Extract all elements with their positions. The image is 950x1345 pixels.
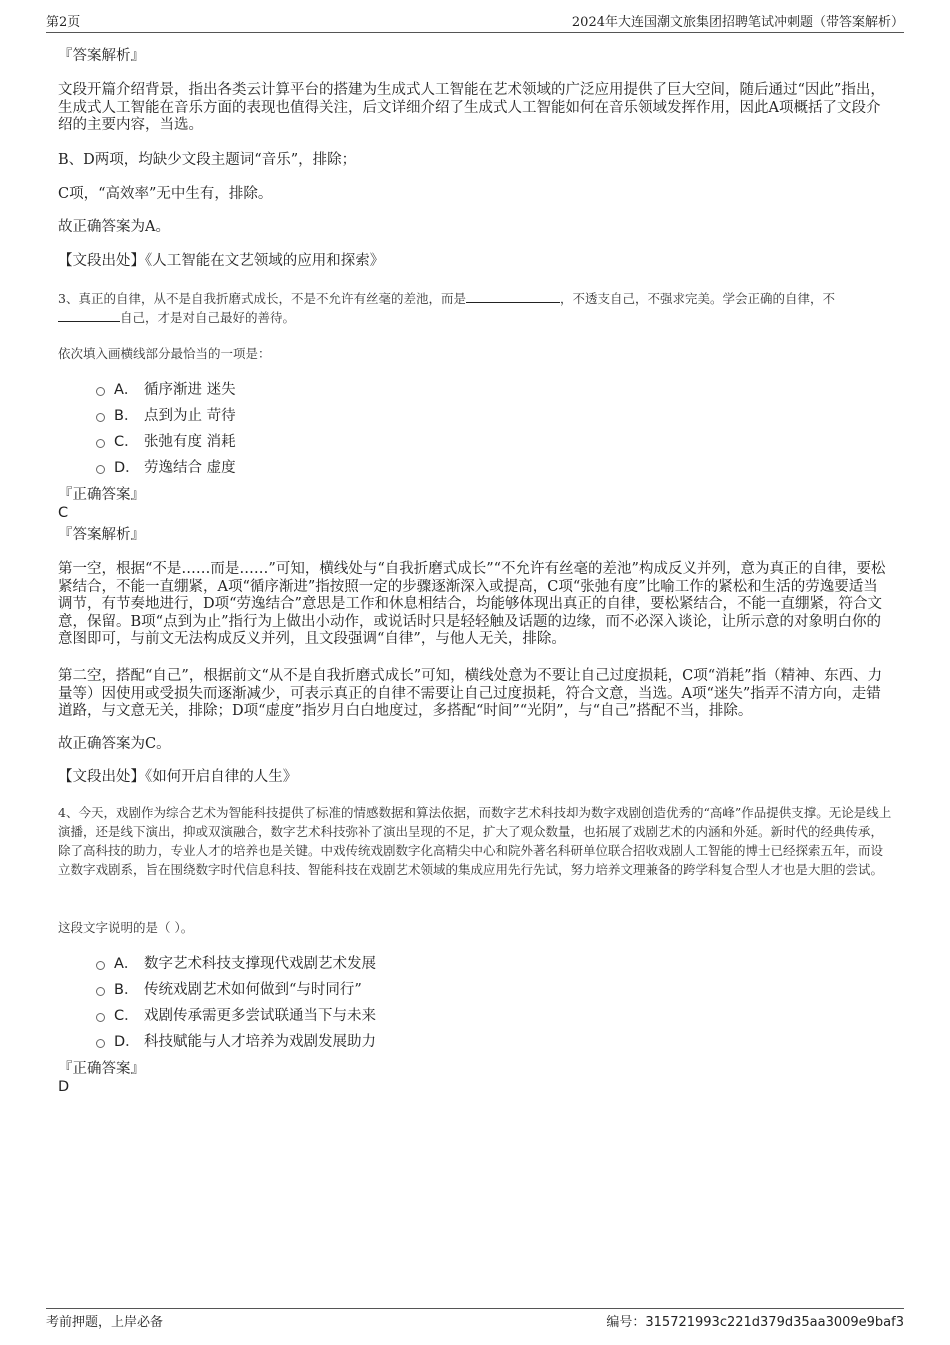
radio-icon[interactable] xyxy=(96,1039,105,1048)
q3-prompt: 依次填入画横线部分最恰当的一项是： xyxy=(58,346,271,361)
document-title: 2024年大连国潮文旅集团招聘笔试冲刺题（带答案解析） xyxy=(571,15,904,30)
page-number: 第2页 xyxy=(46,15,81,30)
page-header xyxy=(46,12,904,33)
radio-icon[interactable] xyxy=(96,961,105,970)
radio-icon[interactable] xyxy=(96,1013,105,1022)
q3-analysis-para1: 第一空，根据“不是……而是……”可知，横线处与“自我折磨式成长”“不允许有丝毫的差池”构成反义并列，意为真正的自律，要松紧结合，不能一直绷紧，A项“循序渐进”指按照一定的步骤逐渐深入或提高，C项“张弛有度”比喻工作的紧松和生活的劳逸要适当调节，有节奏地进行，D项“劳逸结合”意思是工作和休息相结合，均能够体现出真正的自律，要松紧结合，不能一直绷紧，符合文意，保留。B项“点到为止”指行为上做出小动作，或说话时只是轻轻触及话题的边缘，而不必深入谈论，让所示意的对象明白你的意图即可，与前文无法构成反义并列，且文段强调“自律”，与他人无关，排除。 xyxy=(58,561,886,647)
q3-analysis-label: 『答案解析』 xyxy=(58,527,145,543)
q4-prompt: 这段文字说明的是（ ）。 xyxy=(58,920,194,935)
radio-icon[interactable] xyxy=(96,439,105,448)
q2-conclusion: 故正确答案为A。 xyxy=(58,219,170,235)
q3-answer: C xyxy=(58,505,69,521)
q4-answer-label: 『正确答案』 xyxy=(58,1061,145,1077)
q3-stem-part3: 自己，才是对自己最好的善待。 xyxy=(120,310,296,325)
q2-analysis-para2: B、D两项，均缺少文段主题词“音乐”，排除； xyxy=(58,152,357,168)
radio-icon[interactable] xyxy=(96,387,105,396)
footer-slogan: 考前押题，上岸必备 xyxy=(46,1315,164,1330)
q3-conclusion: 故正确答案为C。 xyxy=(58,736,171,752)
q3-stem xyxy=(58,289,892,327)
page-footer xyxy=(46,1308,904,1329)
q3-answer-label: 『正确答案』 xyxy=(58,487,145,503)
q3-blank-2 xyxy=(58,309,120,322)
radio-icon[interactable] xyxy=(96,413,105,422)
q2-analysis-label: 『答案解析』 xyxy=(58,48,145,64)
q2-source: 【文段出处】《人工智能在文艺领域的应用和探索》 xyxy=(58,253,385,269)
q2-analysis-para1: 文段开篇介绍背景，指出各类云计算平台的搭建为生成式人工智能在艺术领域的广泛应用提供了巨大空间，随后通过“因此”指出，生成式人工智能在音乐方面的表现也值得关注，后文详细介绍了生成式人工智能如何在音乐领域发挥作用，因此A项概括了文段介绍的主要内容，当选。 xyxy=(58,82,885,133)
q3-analysis-para2: 第二空，搭配“自己”，根据前文“从不是自我折磨式成长”可知，横线处意为不要让自己过度损耗，C项“消耗”指（精神、东西、力量等）因使用或受损失而逐渐减少，可表示真正的自律不需要让自己过度损耗，符合文意，当选。A项“迷失”指弄不清方向，走错道路，与文意无关，排除；D项“虚度”指岁月白白地度过，多搭配“时间”“光阴”，与“自己”搭配不当，排除。 xyxy=(58,668,883,719)
q2-analysis-para3: C项，“高效率”无中生有，排除。 xyxy=(58,186,273,202)
q4-answer: D xyxy=(58,1079,70,1095)
q3-source: 【文段出处】《如何开启自律的人生》 xyxy=(58,769,298,785)
radio-icon[interactable] xyxy=(96,987,105,996)
q3-stem-part2: ，不透支自己，不强求完美。学会正确的自律，不 xyxy=(559,291,835,306)
footer-serial: 编号：315721993c221d379d35aa3009e9baf3 xyxy=(606,1315,904,1330)
q3-stem-part1: 3、真正的自律，从不是自我折磨式成长，不是不允许有丝毫的差池，而是 xyxy=(58,291,466,306)
radio-icon[interactable] xyxy=(96,465,105,474)
q4-stem: 4、今天，戏剧作为综合艺术为智能科技提供了标准的情感数据和算法依据，而数字艺术科技却为数字戏剧创造优秀的“高峰”作品提供支撑。无论是线上演播，还是线下演出，抑或双演融合，数字艺术科技弥补了演出呈现的不足，扩大了观众数量，也拓展了戏剧艺术的内涵和外延。新时代的经典传承，除了高科技的助力，专业人才的培养也是关键。中戏传统戏剧数字化高精尖中心和院外著名科研单位联合招收戏剧人工智能的博士已经探索五年，而设立数字戏剧系，旨在围绕数字时代信息科技、智能科技在戏剧艺术领域的集成应用先行先试，努力培养文理兼备的跨学科复合型人才也是大胆的尝试。 xyxy=(58,805,892,877)
q3-blank-1 xyxy=(466,290,560,303)
